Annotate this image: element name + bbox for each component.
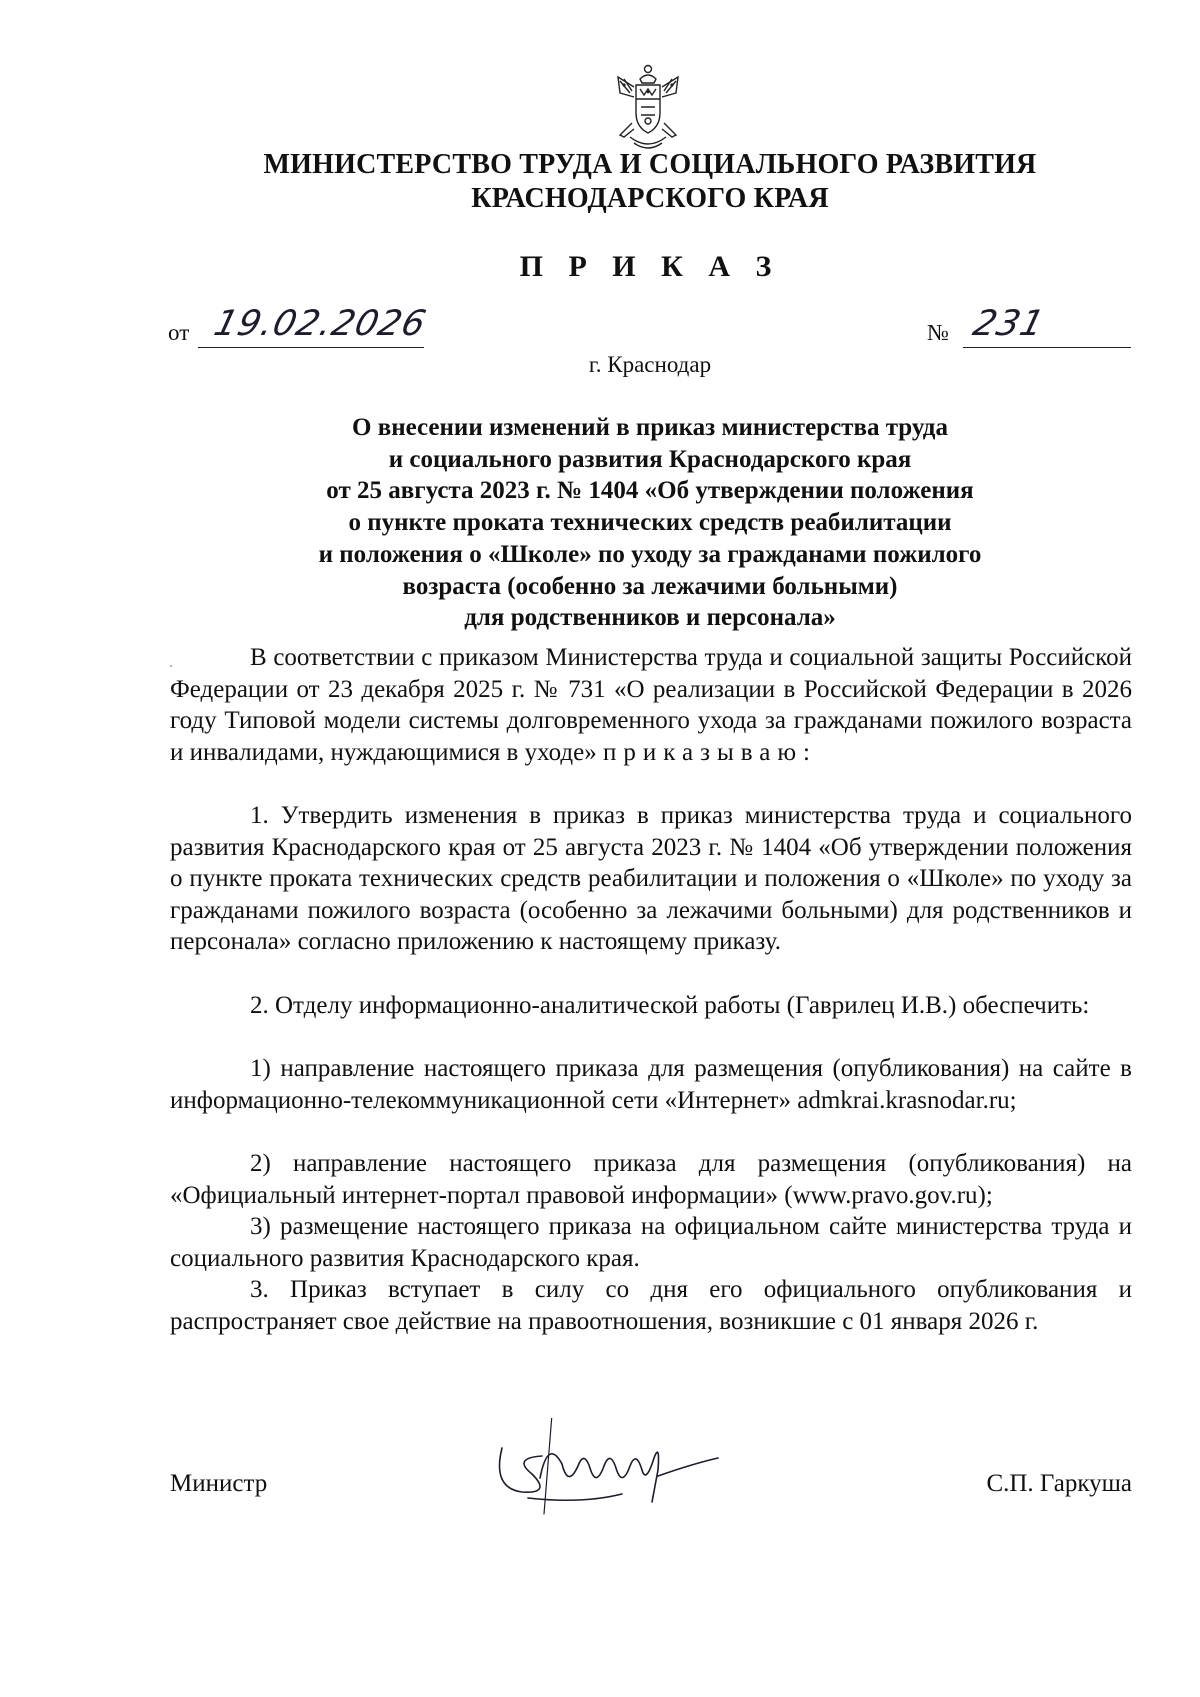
coat-of-arms-icon bbox=[610, 63, 686, 155]
handwritten-date: 19.02.2026 bbox=[210, 304, 431, 344]
item-2-1-paragraph: 1) направление настоящего приказа для размещения (опубликования) на сайте в информационно-телекоммуникационной сети «Интернет» admkrai.krasnodar.ru; bbox=[170, 1055, 1132, 1114]
subject-line: о пункте проката технических средств реабилитации bbox=[348, 509, 952, 537]
subject-line: от 25 августа 2023 г. № 1404 «Об утверждении положения bbox=[326, 477, 974, 505]
subject-line: и положения о «Школе» по уходу за гражданами пожилого bbox=[318, 540, 982, 568]
order-word: приказываю: bbox=[602, 738, 817, 766]
ministry-name-line-1: МИНИСТЕРСТВО ТРУДА И СОЦИАЛЬНОГО РАЗВИТИЯ bbox=[263, 149, 1037, 180]
subject-line: и социального развития Краснодарского края bbox=[388, 445, 912, 473]
ministry-name-line-2: КРАСНОДАРСКОГО КРАЯ bbox=[471, 183, 829, 214]
item-3-paragraph: 3. Приказ вступает в силу со дня его официального опубликования и распространяет свое действие на правоотношения, возникшие с 01 января 2026 г. bbox=[170, 1276, 1132, 1335]
document-type-title: П Р И К А З bbox=[519, 250, 781, 283]
number-underline bbox=[963, 347, 1131, 348]
date-underline bbox=[198, 347, 424, 348]
item-2-2-paragraph: 2) направление настоящего приказа для размещения (опубликования) на «Официальный интернет-портал правовой информации» (www.pravo.gov.ru); bbox=[170, 1150, 1132, 1209]
city-location: г. Краснодар bbox=[588, 352, 712, 377]
date-label: от bbox=[168, 320, 190, 345]
handwritten-signature bbox=[492, 1418, 792, 1518]
subject-line: возраста (особенно за лежачими больными) bbox=[402, 572, 898, 600]
subject-line: О внесении изменений в приказ министерства труда bbox=[352, 414, 948, 441]
signer-title: Министр bbox=[170, 1470, 268, 1497]
subject-line: для родственников и персонала» bbox=[464, 604, 836, 632]
preamble-paragraph bbox=[170, 642, 1132, 768]
handwritten-number: 231 bbox=[969, 304, 1049, 344]
item-2-paragraph: 2. Отделу информационно-аналитической работы (Гаврилец И.В.) обеспечить: bbox=[250, 992, 1090, 1019]
item-1-paragraph: 1. Утвердить изменения в приказ в приказ министерства труда и социального развития Краснодарского края от 25 августа 2023 г. № 1404 «Об утверждении положения о пункте проката технических средств реабилитации и положения о «Школе» по уходу за гражданами пожилого возраста (особенно за лежачими больными) для родственников и персонала» согласно приложению к настоящему приказу. bbox=[170, 802, 1132, 956]
number-label: № bbox=[927, 320, 949, 345]
item-2-3-paragraph: 3) размещение настоящего приказа на официальном сайте министерства труда и социального развития Краснодарского края. bbox=[170, 1213, 1132, 1272]
preamble-text: В соответствии с приказом Министерства труда и социальной защиты Российской Федерации от 23 декабря 2025 г. № 731 «О реализации в Российской Федерации в 2026 году Типовой модели системы долговременного ухода за гражданами пожилого возраста и инвалидами, нуждающимися в уходе» bbox=[170, 644, 1132, 766]
document-subject bbox=[220, 412, 1080, 634]
signer-name: С.П. Гаркуша bbox=[986, 1470, 1132, 1497]
